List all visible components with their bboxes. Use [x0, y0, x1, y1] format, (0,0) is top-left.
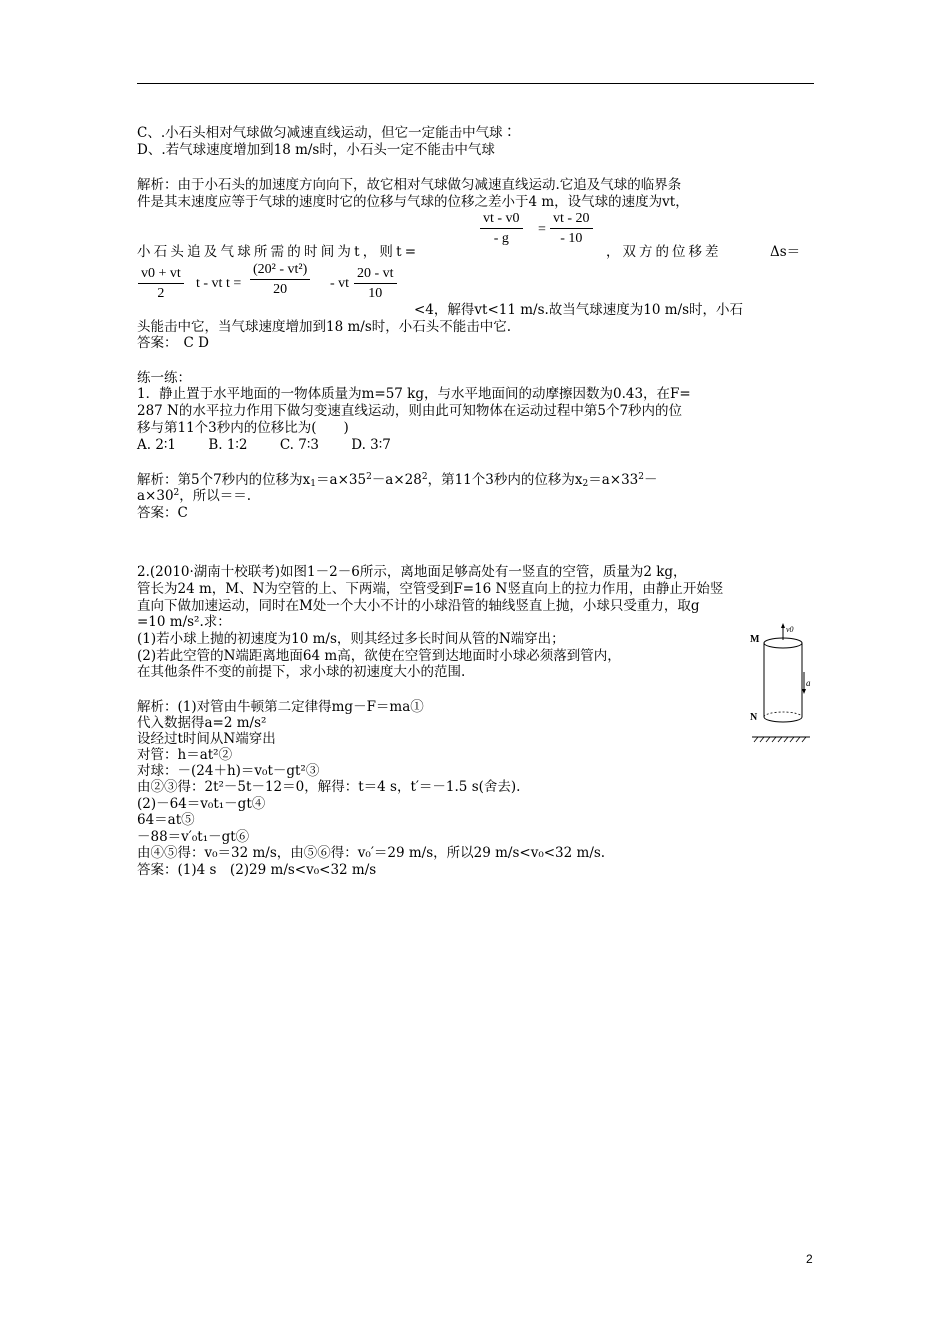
- q1-options: [137, 437, 391, 453]
- analysis1-line5: 头能击中它，当气球速度增加到18 m/s时，小石头不能击中它.: [137, 319, 512, 335]
- solution2-line4: 对管：h＝at²②: [137, 747, 233, 763]
- solution2-line2: 代入数据得a=2 m/s²: [137, 715, 267, 731]
- analysis1-line3-tail: ，双方的位移差: [606, 244, 722, 260]
- figure-label-n: N: [750, 712, 758, 723]
- analysis1-line3-lead: 小石头追及气球所需的时间为t，则t=: [137, 244, 420, 260]
- q1-line1: 1．静止置于水平地面的一物体质量为m=57 kg，与水平地面间的动摩擦因数为0.43，在F=: [137, 386, 691, 402]
- header-rule: [137, 83, 814, 84]
- tube-bottom-back: [764, 712, 802, 717]
- equals-sign: =: [538, 222, 546, 237]
- figure-label-a: a: [806, 678, 811, 688]
- q2-line2: 管长为24 m，M、N为空管的上、下两端，空管受到F=16 N竖直向上的拉力作用，由静止开始竖: [137, 581, 724, 597]
- solution2-line7: (2)－64＝v₀t₁－gt④: [137, 796, 266, 812]
- fraction-s1: $\frac{v0 + vt}{2}$: [138, 266, 184, 302]
- q2-line4: =10 m/s².求：: [137, 614, 231, 630]
- q1-line2: 287 N的水平拉力作用下做匀变速直线运动，则由此可知物体在运动过程中第5个7秒内的位: [137, 403, 683, 419]
- analysis1-line1: 解析：由于小石头的加速度方向向下，故它相对气球做匀减速直线运动.它追及气球的临界条: [137, 177, 682, 193]
- q1-option-b: B. 1∶2: [208, 437, 248, 453]
- figure-label-v0: v0: [786, 625, 794, 634]
- q1-option-c: C. 7∶3: [279, 437, 319, 453]
- q2-line1: 2.(2010·湖南十校联考)如图1－2－6所示，离地面足够高处有一竖直的空管，质量为2 kg，: [137, 564, 687, 580]
- practice-heading: 练一练：: [137, 370, 191, 386]
- solution2-line9: －88＝v′₀t₁－gt⑥: [137, 829, 250, 845]
- delta-s: Δs＝: [770, 244, 801, 260]
- q2-line3: 直向下做加速运动，同时在M处一个大小不计的小球沿管的轴线竖直上抛，小球只受重力，取g: [137, 598, 700, 614]
- solution2-line1: 解析：(1)对管由牛顿第二定律得mg－F＝ma①: [137, 699, 424, 715]
- answer2: 答案：C: [137, 505, 188, 521]
- analysis1-line2: 件是其末速度应等于气球的速度时它的位移与气球的位移之差小于4 m，设气球的速度为vt，: [137, 194, 689, 210]
- figure-label-m: M: [750, 634, 760, 645]
- fraction-t2: $\frac{vt - 20}{- 10}$: [550, 211, 593, 247]
- solution2-line3: 设经过t时间从N端穿出: [137, 731, 276, 747]
- q1-line3: 移与第11个3秒内的位移比为( ): [137, 420, 349, 436]
- q2-line5: (1)若小球上抛的初速度为10 m/s，则其经过多长时间从管的N端穿出；: [137, 631, 565, 647]
- solution1-line2: $a\times 30^2$，所以＝＝.: [137, 488, 252, 504]
- q1-option-d: D. 3∶7: [351, 437, 391, 453]
- solution2-line5: 对球：－(24＋h)＝v₀t－gt²③: [137, 763, 320, 779]
- tube-bottom-front: [764, 717, 802, 722]
- solution1-line1: 解析：第5个7秒内的位移为$x_1=a\times 35^2-a\times 28^2$，第11个3秒内的位移为$x_2=a\times 33^2-$: [137, 472, 658, 489]
- answer3: 答案：(1)4 s (2)29 m/s<v₀<32 m/s: [137, 862, 377, 878]
- tube-figure: [748, 620, 814, 746]
- answer1: 答案： C D: [137, 335, 209, 351]
- page-number: 2: [806, 1252, 813, 1266]
- a-arrow-head: [802, 689, 806, 694]
- solution2-line10: 由④⑤得：v₀＝32 m/s，由⑤⑥得：v₀′＝29 m/s，所以29 m/s<v₀<32 m/s.: [137, 845, 606, 861]
- solution2-line8: 64＝at⑤: [137, 812, 195, 828]
- fraction-s3: $\frac{20 - vt}{10}$: [354, 266, 397, 302]
- analysis1-line4-tail: <4，解得vt<11 m/s.故当气球速度为10 m/s时，小石: [414, 302, 744, 318]
- v0-arrow-head: [781, 623, 785, 628]
- solution2-line6: 由②③得：2t²－5t－12＝0，解得：t＝4 s，t′＝－1.5 s(舍去).: [137, 779, 521, 795]
- option-c: C、.小石头相对气球做匀减速直线运动，但它一定能击中气球∶: [137, 125, 517, 141]
- q1-option-a: A. 2∶1: [137, 437, 177, 453]
- option-d: D、.若气球速度增加到18 m/s时，小石头一定不能击中气球: [137, 142, 495, 158]
- q2-line6: (2)若此空管的N端距离地面64 m高，欲使在空管到达地面时小球必须落到管内，: [137, 648, 621, 664]
- fraction-t: $\frac{vt - v0}{- g}$: [480, 211, 523, 247]
- q2-line7: 在其他条件不变的前提下，求小球的初速度大小的范围.: [137, 664, 466, 680]
- expr-mid1: t - vt t =: [196, 276, 242, 291]
- ground-hatch: [754, 737, 806, 742]
- expr-mid2: - vt: [330, 276, 350, 291]
- fraction-s2: $\frac{\text{(20² - vt²)}}{20}$: [250, 262, 310, 298]
